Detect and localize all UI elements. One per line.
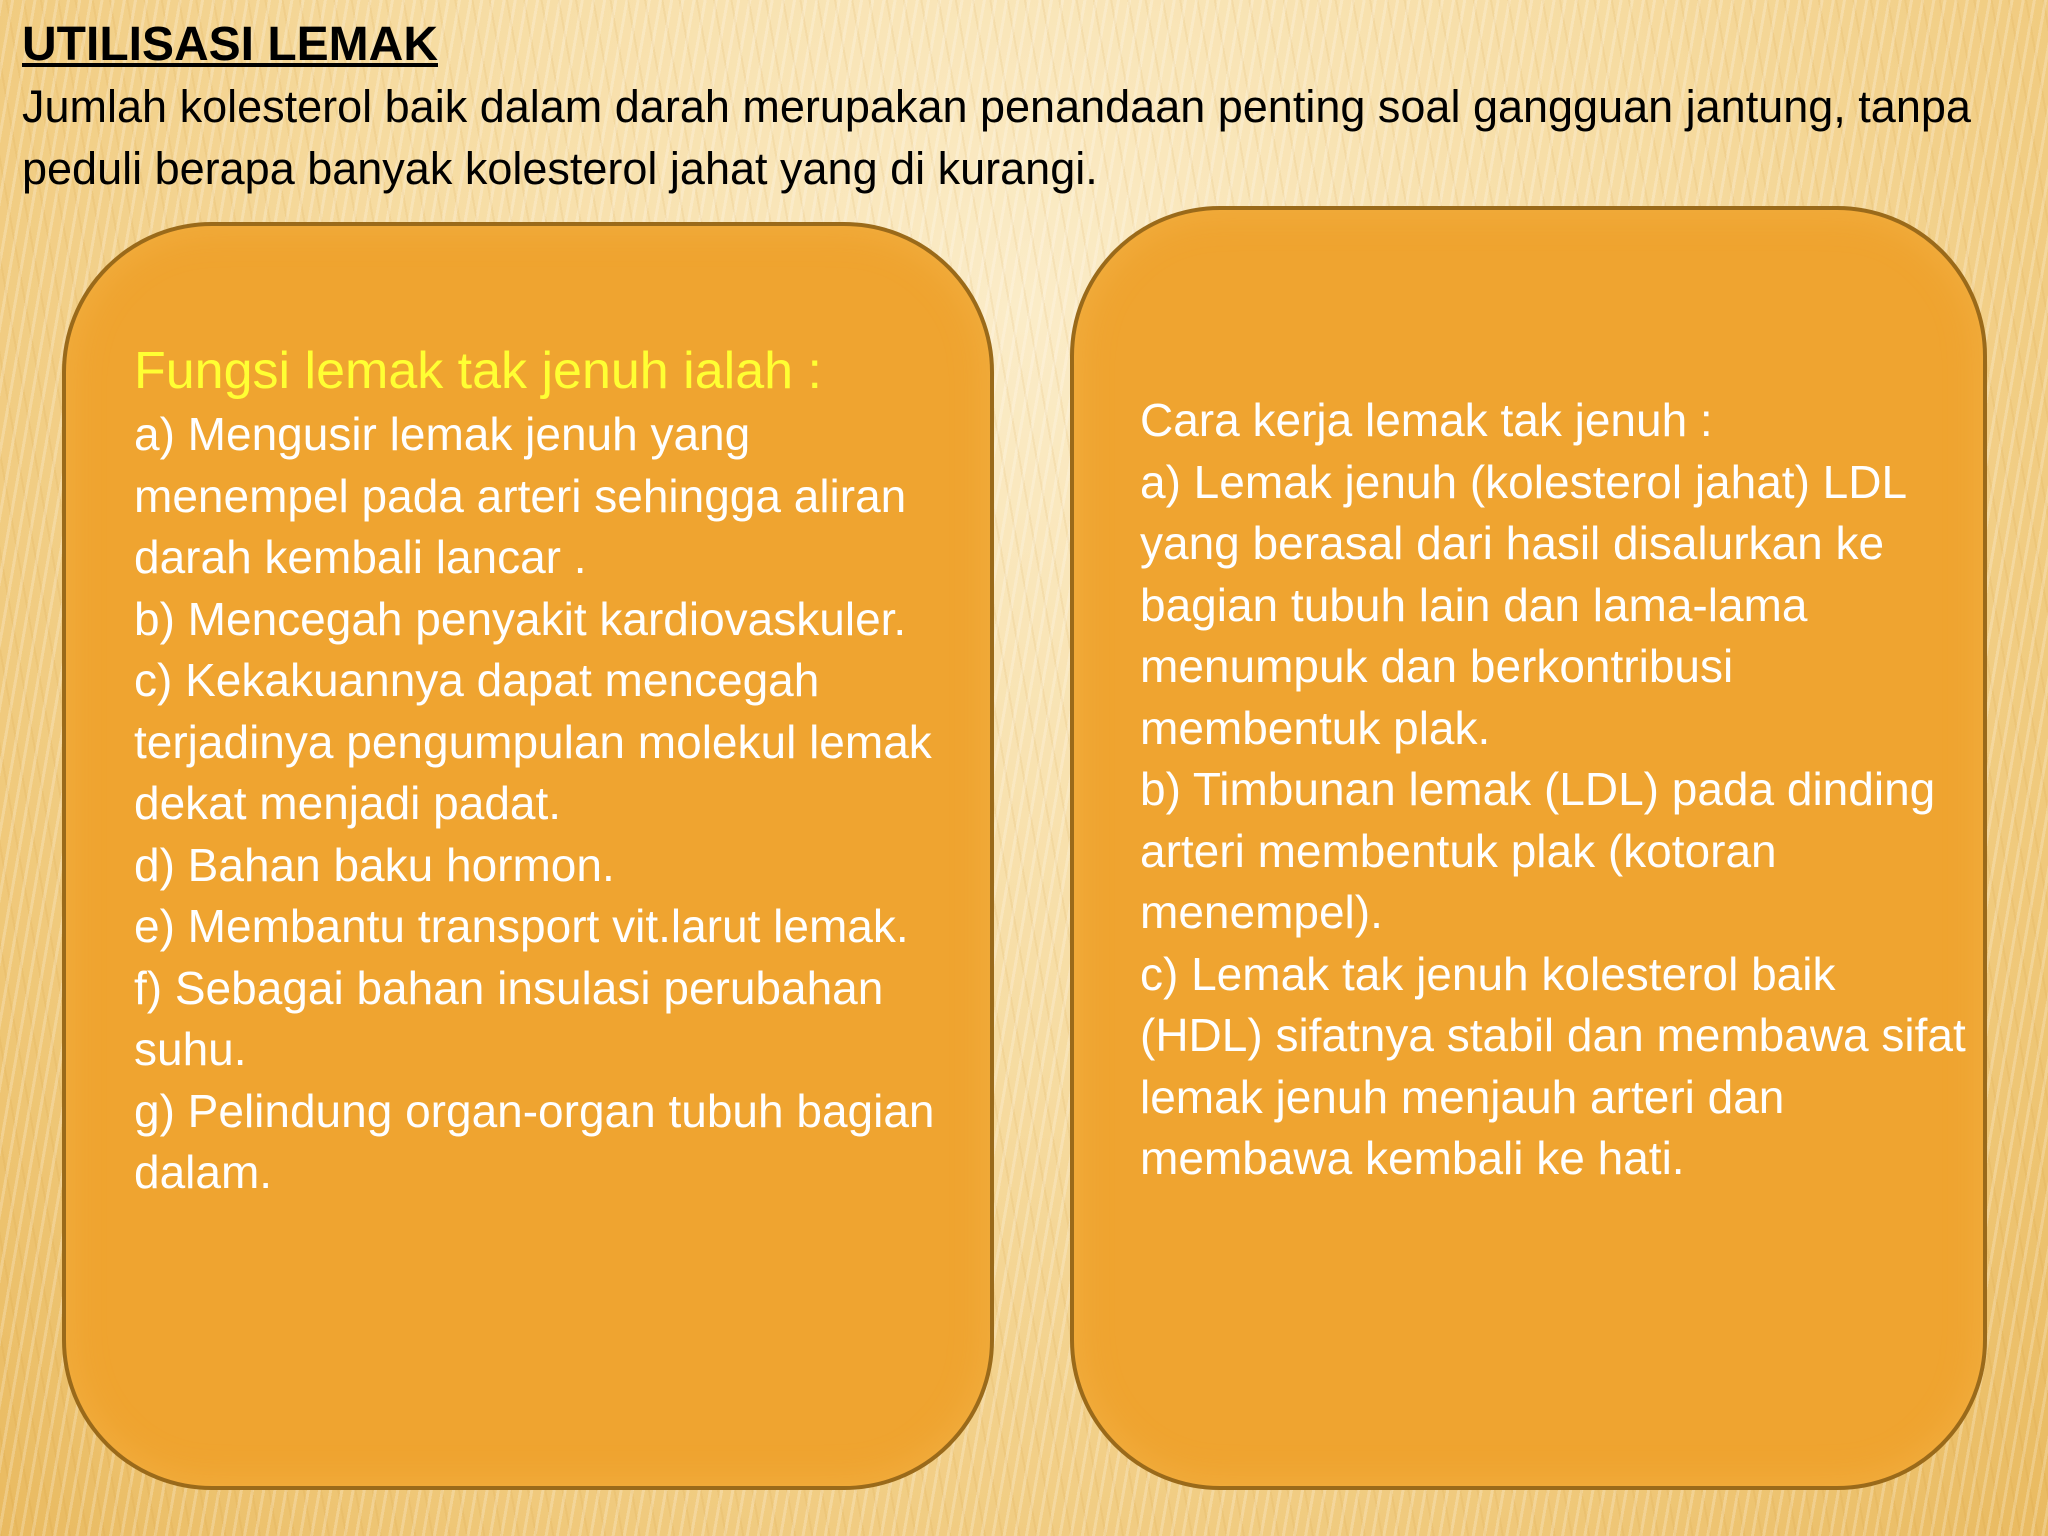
intro-text: Jumlah kolesterol baik dalam darah merupakan penandaan penting soal gangguan jantung, tanpa peduli berapa banyak kolesterol jahat yang di kurangi.	[22, 81, 1971, 194]
function-item-c: c) Kekakuannya dapat mencegah terjadinya pengumpulan molekul lemak dekat menjadi padat.	[134, 654, 932, 829]
mechanism-item-a: a) Lemak jenuh (kolesterol jahat) LDL yang berasal dari hasil disalurkan ke bagian tubuh lain dan lama-lama menumpuk dan berkontribusi membentuk plak.	[1140, 455, 1906, 754]
function-item-g: g) Pelindung organ-organ tubuh bagian dalam.	[134, 1084, 935, 1198]
function-item-e: e) Membantu transport vit.larut lemak.	[134, 900, 909, 952]
mechanism-item-c: c) Lemak tak jenuh kolesterol baik (HDL) sifatnya stabil dan membawa sifat lemak jenuh menjauh arteri dan membawa kembali ke hati.	[1140, 947, 1966, 1184]
functions-heading: Fungsi lemak tak jenuh ialah :	[134, 342, 822, 400]
slide-header	[22, 14, 2012, 200]
mechanism-card	[1070, 206, 1987, 1490]
function-item-a: a) Mengusir lemak jenuh yang menempel pada arteri sehingga aliran darah kembali lancar .	[134, 408, 907, 583]
slide-title: UTILISASI LEMAK	[22, 18, 438, 71]
mechanism-item-b: b) Timbunan lemak (LDL) pada dinding arteri membentuk plak (kotoran menempel).	[1140, 763, 1936, 938]
functions-card-body	[134, 338, 974, 1204]
mechanism-heading: Cara kerja lemak tak jenuh :	[1140, 394, 1713, 446]
functions-card	[62, 222, 994, 1490]
function-item-d: d) Bahan baku hormon.	[134, 838, 615, 891]
function-item-b: b) Mencegah penyakit kardiovaskuler.	[134, 592, 907, 645]
function-item-f: f) Sebagai bahan insulasi perubahan suhu.	[134, 961, 884, 1075]
mechanism-card-body	[1140, 390, 1970, 1190]
